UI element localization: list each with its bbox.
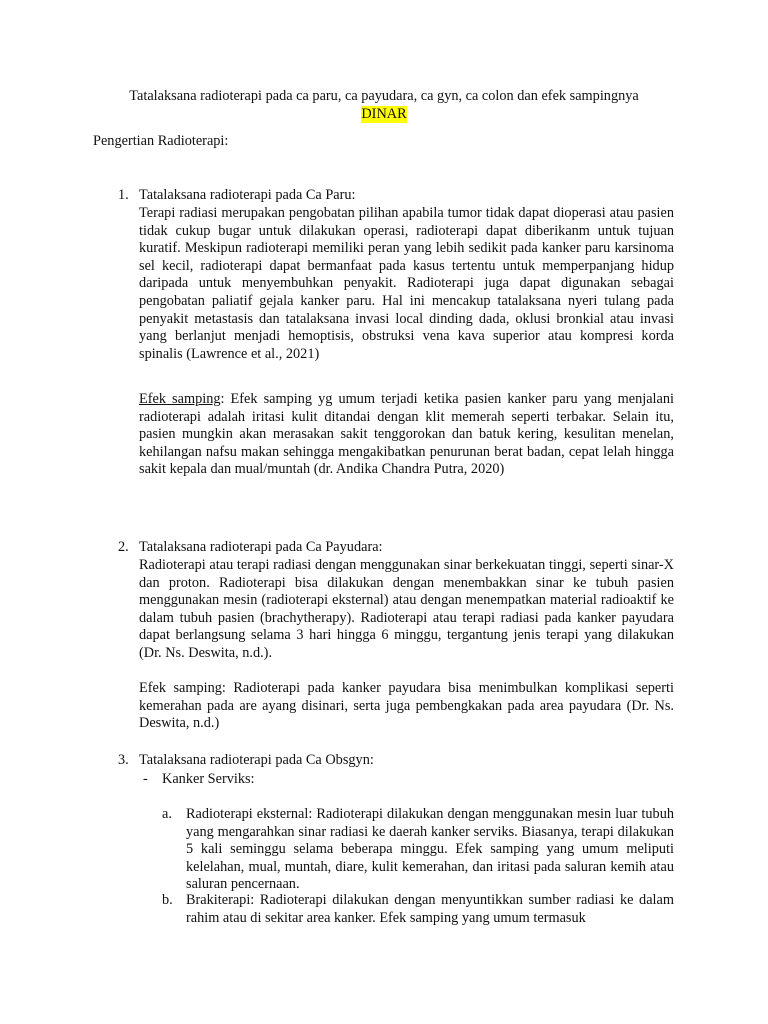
author-highlight: DINAR bbox=[361, 105, 407, 122]
sub-item-b-label: b. bbox=[162, 892, 173, 908]
section-2-heading: Tatalaksana radioterapi pada Ca Payudara: bbox=[139, 539, 383, 555]
section-3-heading: Tatalaksana radioterapi pada Ca Obsgyn: bbox=[139, 752, 374, 768]
section-1-number: 1. bbox=[118, 187, 129, 203]
section-1-side-effects bbox=[139, 391, 674, 479]
section-3-number: 3. bbox=[118, 752, 129, 768]
sub-item-b-text: Brakiterapi: Radioterapi dilakukan dengan menyuntikkan sumber radiasi ke dalam rahim atau di sekitar area kanker. Efek samping yang umum termasuk bbox=[186, 892, 674, 926]
title-text: Tatalaksana radioterapi pada ca paru, ca payudara, ca gyn, ca colon dan efek sampingnya bbox=[129, 88, 639, 104]
section-2-side-effects: Efek samping: Radioterapi pada kanker payudara bisa menimbulkan komplikasi seperti kemerahan pada are ayang disinari, serta juga pembengkakan pada area payudara (Dr. Ns. Deswita, n.d.) bbox=[139, 680, 674, 732]
document-title bbox=[0, 88, 768, 123]
side-effect-label: Efek samping bbox=[139, 391, 221, 407]
side-effect-text: : Efek samping yg umum terjadi ketika pasien kanker paru yang menjalani radioterapi adalah iritasi kulit ditandai dengan klit memerah seperti terbakar. Selain itu, pasien mungkin akan merasakan sakit tenggorokan dan batuk kering, kesulitan menelan, kehilangan nafsu makan sehingga mengakibatkan penurunan berat badan, cepat lelah hingga sakit kepala dan mual/muntah (dr. Andika Chandra Putra, 2020) bbox=[139, 391, 674, 478]
cervical-cancer-heading: Kanker Serviks: bbox=[162, 771, 255, 787]
section-2-body: Radioterapi atau terapi radiasi dengan menggunakan sinar berkekuatan tinggi, seperti sinar-X dan proton. Radioterapi bisa dilakukan dengan menembakkan sinar ke tubuh pasien menggunakan mesin (radioterapi eksternal) atau dengan menempatkan material radioaktif ke dalam tubuh pasien (brachytherapy). Radioterapi atau terapi radiasi pada kanker payudara dapat berlangsung selama 3 hari hingga 6 minggu, tergantung jenis terapi yang dilakukan (Dr. Ns. Deswita, n.d.). bbox=[139, 557, 674, 661]
section-1-heading: Tatalaksana radioterapi pada Ca Paru: bbox=[139, 187, 356, 203]
intro-heading: Pengertian Radioterapi: bbox=[93, 133, 229, 149]
list-dash: - bbox=[143, 771, 148, 787]
section-2-number: 2. bbox=[118, 539, 129, 555]
section-1-body: Terapi radiasi merupakan pengobatan pilihan apabila tumor tidak dapat dioperasi atau pasien tidak cukup bugar untuk dilakukan operasi, radioterapi dapat diberikanm untuk tujuan kuratif. Meskipun radioterapi memiliki peran yang lebih sedikit pada kanker paru karsinoma sel kecil, radioterapi dapat bermanfaat pada kasus tertentu untuk memperpanjang hidup daripada untuk menyembuhkan penyakit. Radioterapi juga dapat digunakan sebagai pengobatan paliatif gejala kanker paru. Hal ini mencakup tatalaksana nyeri tulang pada penyakit metastasis dan tatalaksana invasi local dinding dada, oklusi bronkial atau invasi yang berlanjut menjadi hemoptisis, obstruksi vena kava superior atau kompresi korda spinalis (Lawrence et al., 2021) bbox=[139, 205, 674, 362]
sub-item-a-label: a. bbox=[162, 806, 172, 822]
sub-item-a-text: Radioterapi eksternal: Radioterapi dilakukan dengan menggunakan mesin luar tubuh yang mengarahkan sinar radiasi ke daerah kanker serviks. Biasanya, terapi dilakukan 5 kali seminggu selama beberapa minggu. Efek samping yang umum meliputi kelelahan, mual, muntah, diare, kulit kemerahan, dan iritasi pada saluran kemih atau saluran pencernaan. bbox=[186, 806, 674, 893]
